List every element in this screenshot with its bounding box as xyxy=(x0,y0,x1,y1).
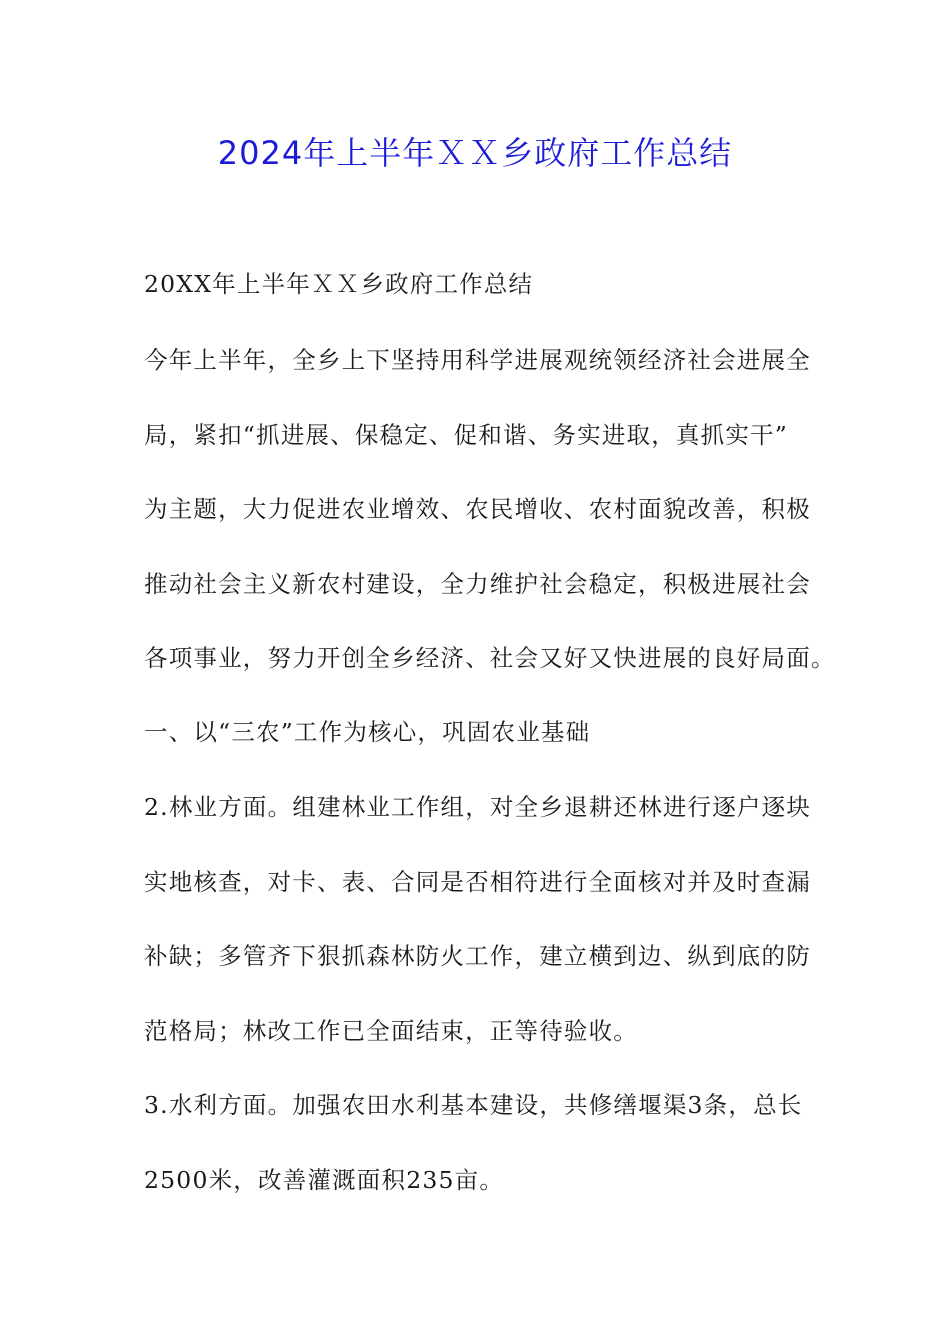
paragraph-line: 2.林业方面。组建林业工作组，对全乡退耕还林进行逐户逐块 xyxy=(144,793,812,821)
paragraph-line: 补缺；多管齐下狠抓森林防火工作，建立横到边、纵到底的防 xyxy=(144,942,811,970)
paragraph-line: 实地核查，对卡、表、合同是否相符进行全面核对并及时查漏 xyxy=(144,868,811,896)
section-heading: 一、以“三农”工作为核心，巩固农业基础 xyxy=(144,718,591,746)
paragraph-line: 范格局；林改工作已全面结束，正等待验收。 xyxy=(144,1017,638,1045)
paragraph-line: 今年上半年，全乡上下坚持用科学进展观统领经济社会进展全 xyxy=(144,346,811,374)
paragraph-line: 推动社会主义新农村建设，全力维护社会稳定，积极进展社会 xyxy=(144,570,811,598)
paragraph-line: 各项事业，努力开创全乡经济、社会又好又快进展的良好局面。 xyxy=(144,644,836,672)
subtitle-line: 20XX年上半年ＸＸ乡政府工作总结 xyxy=(144,270,534,298)
paragraph-line: 局，紧扣“抓进展、保稳定、促和谐、务实进取，真抓实干” xyxy=(144,421,788,449)
paragraph-line: 3.水利方面。加强农田水利基本建设，共修缮堰渠3条，总长 xyxy=(144,1091,803,1119)
paragraph-line: 为主题，大力促进农业增效、农民增收、农村面貌改善，积极 xyxy=(144,495,811,523)
paragraph-line: 2500米，改善灌溉面积235亩。 xyxy=(144,1166,505,1194)
document-title: 2024年上半年ＸＸ乡政府工作总结 xyxy=(217,134,733,172)
